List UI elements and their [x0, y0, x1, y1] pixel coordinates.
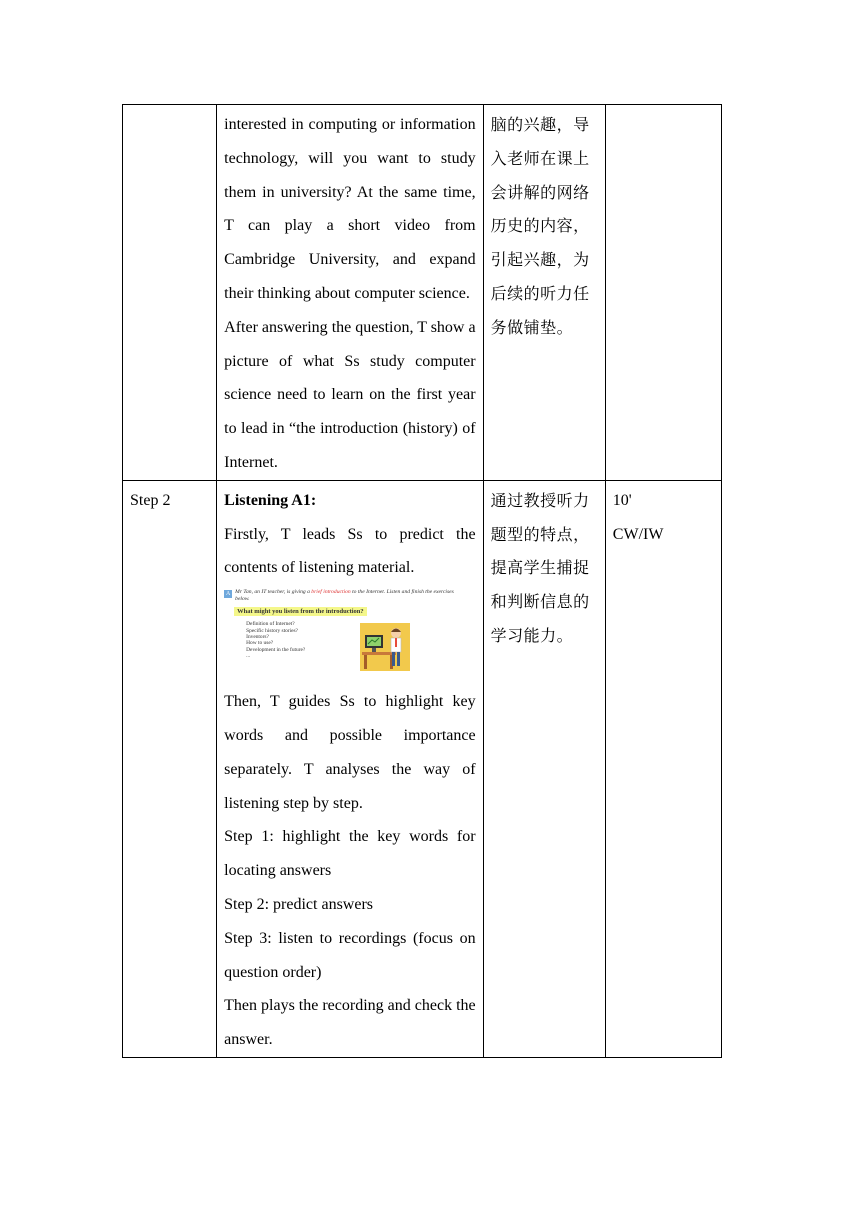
instruction-text: Mr Tan, an IT teacher, is giving a: [235, 589, 312, 596]
activity-heading: Listening A1:: [224, 491, 317, 509]
lesson-plan-table: [122, 104, 722, 1058]
illustration-svg: [360, 623, 410, 671]
step-label: Step 2: [130, 491, 171, 509]
table-row: [123, 105, 722, 481]
textbook-exercise-figure: [224, 589, 474, 679]
list-item: Development in the future?: [246, 646, 306, 653]
activity-paragraph: After answering the question, T show a picture of what Ss study computer science need to learn on the first year to lead in “the introduction (history) of Internet.: [224, 318, 476, 471]
purpose-text: 通过教授听力题型的特点，提高学生捕捉和判断信息的学习能力。: [490, 490, 590, 645]
time-text: 10': [612, 491, 632, 509]
exercise-instruction: [235, 589, 455, 603]
list-item: Inventors?: [246, 633, 269, 640]
activity-paragraph: interested in computing or information technology, will you want to study them in university? At the same time, T can play a short video from Cambridge University, and expand their thinking about computer science.: [224, 116, 476, 302]
instruction-highlight: brief introduction: [311, 589, 351, 596]
activity-paragraph: Then, T guides Ss to highlight key words and possible importance separately. T analyses the way of listening step by step.: [224, 693, 476, 812]
listening-step: Step 2: predict answers: [224, 895, 374, 913]
purpose-text: 脑的兴趣，导入老师在课上会讲解的网络历史的内容，引起兴趣，为后续的听力任务做铺垫。: [490, 115, 590, 337]
time-mode-cell: [605, 480, 721, 1057]
list-item: ...: [246, 653, 251, 660]
list-item: Specific history stories?: [246, 627, 298, 634]
listening-step: Step 3: listen to recordings (focus on question order): [224, 929, 476, 981]
activity-paragraph: Then plays the recording and check the answer.: [224, 997, 476, 1049]
listening-step: Step 1: highlight the key words for locating answers: [224, 828, 476, 880]
purpose-cell: [483, 105, 605, 481]
list-item: How to use?: [246, 640, 274, 647]
mode-text: CW/IW: [612, 525, 664, 543]
exercise-badge: A: [225, 591, 231, 598]
instruction-text: to the Internet. Listen and finish the exercises below.: [235, 589, 454, 603]
exercise-question: What might you listen from the introduction?: [234, 607, 367, 616]
step-cell: [123, 480, 217, 1057]
step-cell: [123, 105, 217, 481]
exercise-options: [246, 621, 305, 659]
teacher-at-computer-illustration-icon: [360, 623, 410, 671]
time-mode-cell: [605, 105, 721, 481]
activity-cell: [217, 105, 483, 481]
purpose-cell: [483, 480, 605, 1057]
activity-paragraph: Firstly, T leads Ss to predict the contents of listening material.: [224, 525, 476, 577]
table-row: [123, 480, 722, 1057]
activity-cell: [217, 480, 483, 1057]
list-item: Definition of Internet?: [246, 621, 295, 628]
